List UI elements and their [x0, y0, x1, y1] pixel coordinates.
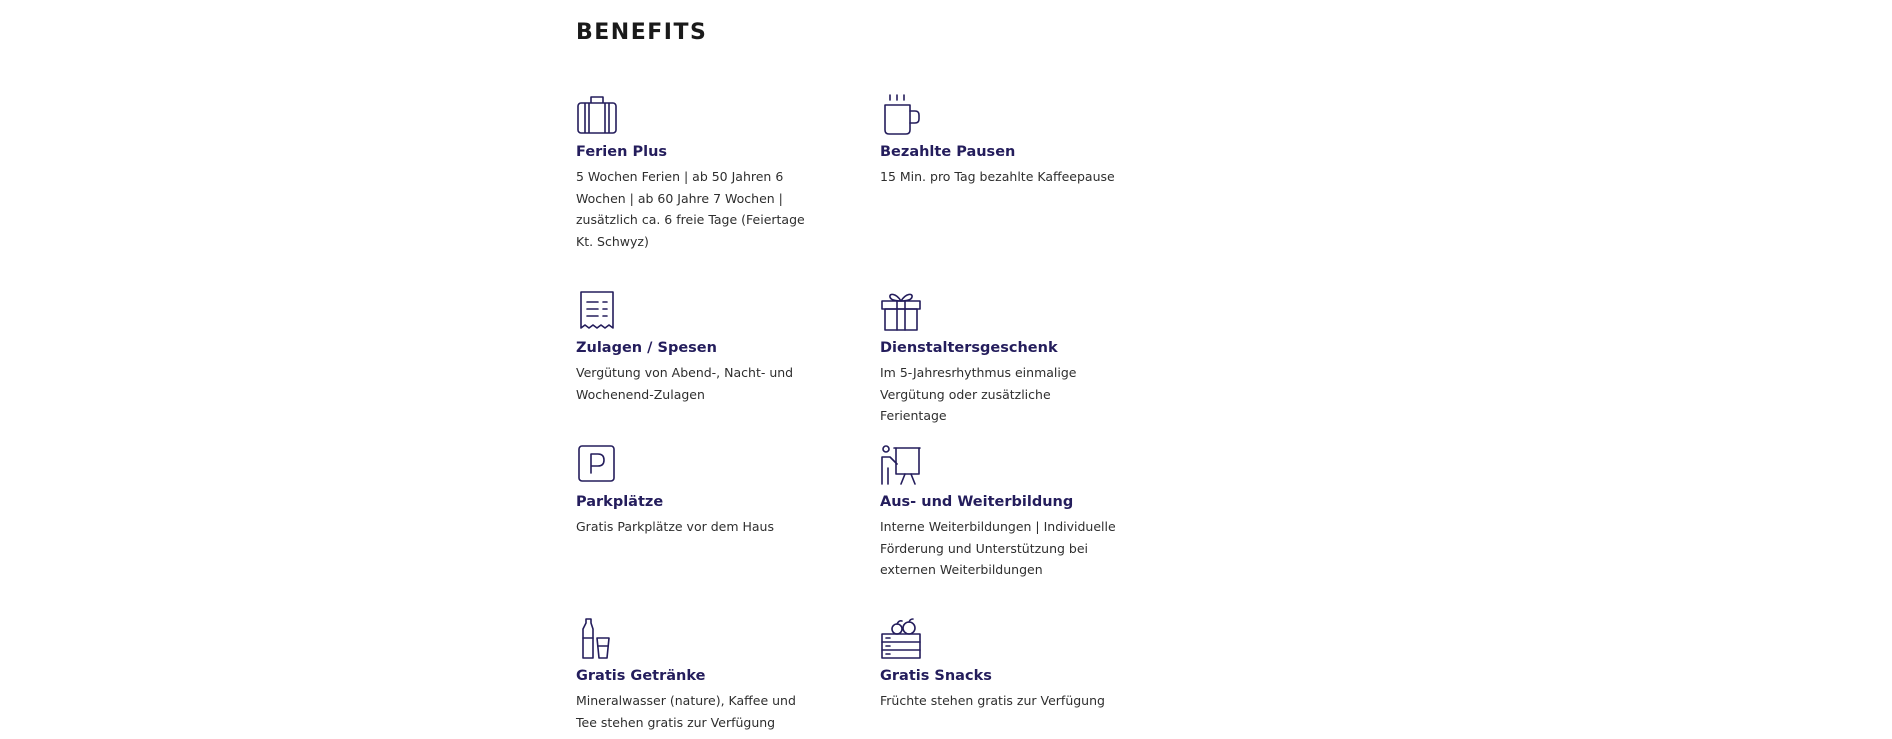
benefit-title: Bezahlte Pausen — [880, 144, 1016, 160]
parking-icon — [576, 444, 618, 486]
benefit-title: Zulagen / Spesen — [576, 340, 717, 356]
benefit-title: Gratis Getränke — [576, 668, 706, 684]
benefit-title: Ferien Plus — [576, 144, 668, 160]
section-title: BENEFITS — [576, 20, 708, 45]
benefit-description: Vergütung von Abend-, Nacht- und Wochenend-Zulagen — [576, 365, 794, 402]
benefits-section — [576, 0, 1196, 739]
presentation-icon — [880, 444, 922, 486]
benefit-aus-und-weiterbildung — [880, 444, 1120, 578]
bottle-glass-icon — [576, 618, 618, 660]
fruit-crate-icon — [880, 618, 922, 660]
gift-icon — [880, 290, 922, 332]
benefit-title: Gratis Snacks — [880, 668, 992, 684]
benefit-title: Dienstaltersgeschenk — [880, 340, 1058, 356]
benefit-description: Im 5-Jahresrhythmus einmalige Vergütung oder zusätzliche Ferientage — [880, 365, 1077, 424]
receipt-icon — [576, 290, 618, 332]
coffee-cup-icon — [880, 94, 922, 136]
benefit-description: 5 Wochen Ferien | ab 50 Jahren 6 Wochen | ab 60 Jahre 7 Wochen | zusätzlich ca. 6 freie Tage (Feiertage Kt. Schwyz) — [576, 169, 805, 249]
suitcase-icon — [576, 94, 618, 136]
benefit-description: Früchte stehen gratis zur Verfügung — [880, 693, 1105, 708]
benefit-parkplaetze — [576, 444, 816, 534]
benefit-dienstaltersgeschenk — [880, 290, 1120, 424]
benefit-description: Mineralwasser (nature), Kaffee und Tee stehen gratis zur Verfügung — [576, 693, 796, 730]
benefit-ferien-plus — [576, 94, 816, 249]
benefit-description: 15 Min. pro Tag bezahlte Kaffeepause — [880, 169, 1115, 184]
benefit-zulagen-spesen — [576, 290, 816, 402]
benefit-gratis-getraenke — [576, 618, 816, 730]
benefit-description: Interne Weiterbildungen | Individuelle Förderung und Unterstützung bei externen Weiterbildungen — [880, 519, 1116, 578]
benefit-bezahlte-pausen — [880, 94, 1120, 184]
benefit-title: Parkplätze — [576, 494, 664, 510]
benefit-description: Gratis Parkplätze vor dem Haus — [576, 519, 774, 534]
benefit-title: Aus- und Weiterbildung — [880, 494, 1074, 510]
benefit-gratis-snacks — [880, 618, 1120, 708]
